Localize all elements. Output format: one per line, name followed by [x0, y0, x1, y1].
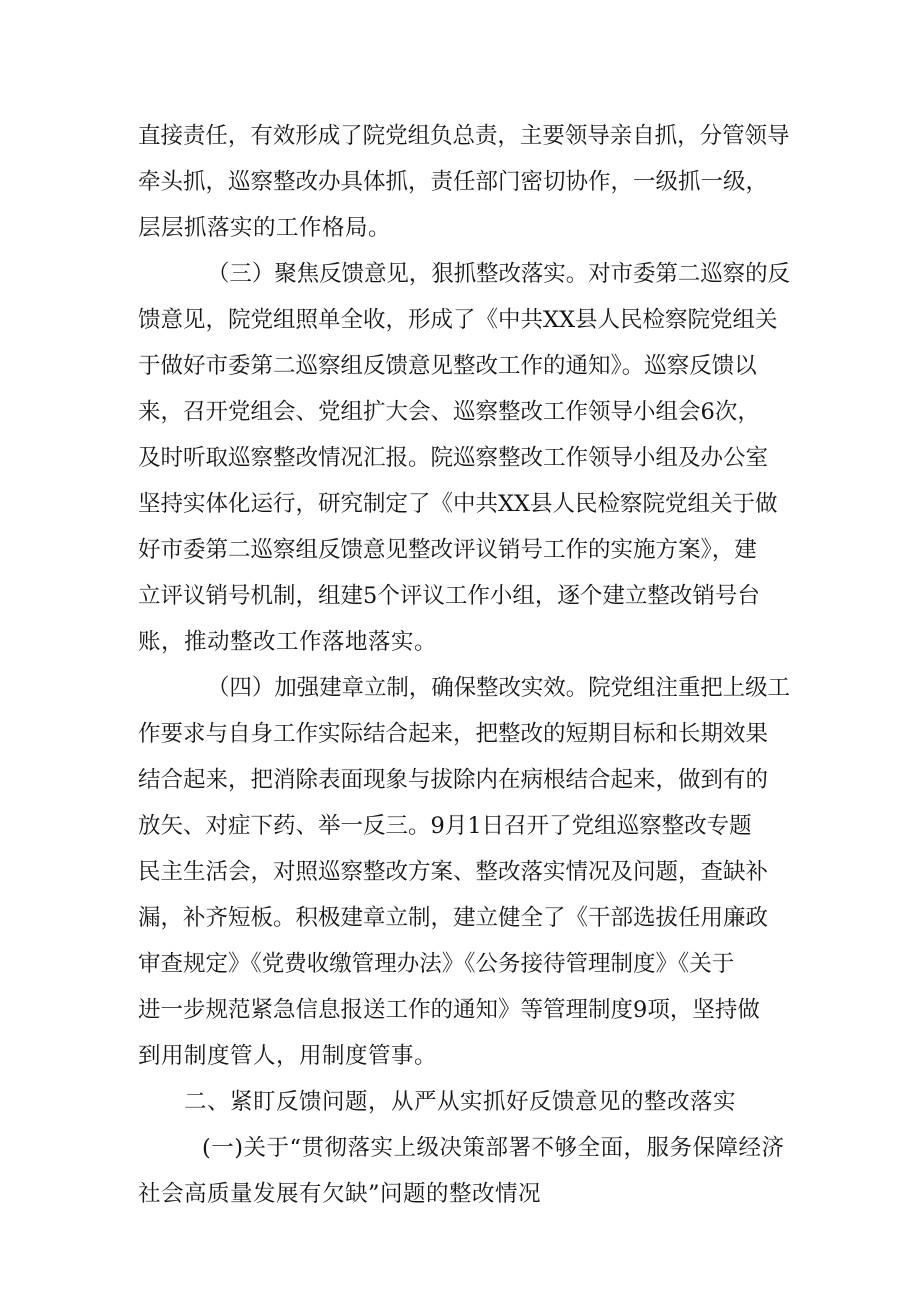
body-text-line: 账，推动整改工作落地落实。 [138, 629, 438, 655]
body-text-line: 馈意见，院党组照单全收，形成了《中共XX县人民检察院党组关 [138, 307, 778, 333]
body-text-line: 到用制度管人，用制度管事。 [138, 1043, 438, 1069]
subsection-heading-1: (一)关于“贯彻落实上级决策部署不够全面，服务保障经济 [202, 1135, 785, 1161]
body-text-line: 漏，补齐短板。积极建章立制，建立健全了《干部选拔任用廉政 [138, 905, 769, 931]
body-text-line: 及时听取巡察整改情况汇报。院巡察整改工作领导小组及办公室 [138, 445, 769, 471]
section-heading-4: （四）加强建章立制，确保整改实效。院党组注重把上级工 [207, 675, 790, 701]
body-text-line: 社会高质量发展有欠缺”问题的整改情况 [138, 1181, 542, 1207]
body-text-line: 作要求与自身工作实际结合起来，把整改的短期目标和长期效果 [138, 721, 769, 747]
section-heading-3: （三）聚焦反馈意见，狠抓整改落实。对市委第二巡察的反 [207, 261, 790, 287]
body-text-line: 立评议销号机制，组建5个评议工作小组，逐个建立整改销号台 [138, 583, 760, 609]
body-text-line: 结合起来，把消除表面现象与拔除内在病根结合起来，做到有的 [138, 767, 769, 793]
body-text-line: 进一步规范紧急信息报送工作的通知》等管理制度9项，坚持做 [138, 997, 760, 1023]
body-text-line: 牵头抓，巡察整改办具体抓，责任部门密切协作，一级抓一级， [138, 169, 769, 195]
chapter-heading-2: 二、紧盯反馈问题，从严从实抓好反馈意见的整改落实 [184, 1089, 737, 1115]
body-text-line: 来，召开党组会、党组扩大会、巡察整改工作领导小组会6次， [138, 399, 760, 425]
body-text-line: 民主生活会，对照巡察整改方案、整改落实情况及问题，查缺补 [138, 859, 769, 885]
body-text-line: 直接责任，有效形成了院党组负总责，主要领导亲自抓，分管领导 [138, 123, 790, 149]
body-text-line: 于做好市委第二巡察组反馈意见整改工作的通知》。巡察反馈以 [138, 353, 757, 379]
body-text-line: 层层抓落实的工作格局。 [138, 215, 392, 241]
body-text-line: 好市委第二巡察组反馈意见整改评议销号工作的实施方案》，建 [138, 537, 757, 563]
body-text-line: 审查规定》《党费收缴管理办法》《公务接待管理制度》《关于 [138, 951, 735, 977]
body-text-line: 放矢、对症下药、举一反三。9月1日召开了党组巡察整改专题 [138, 813, 752, 839]
body-text-line: 坚持实体化运行，研究制定了《中共XX县人民检察院党组关于做 [138, 491, 778, 517]
